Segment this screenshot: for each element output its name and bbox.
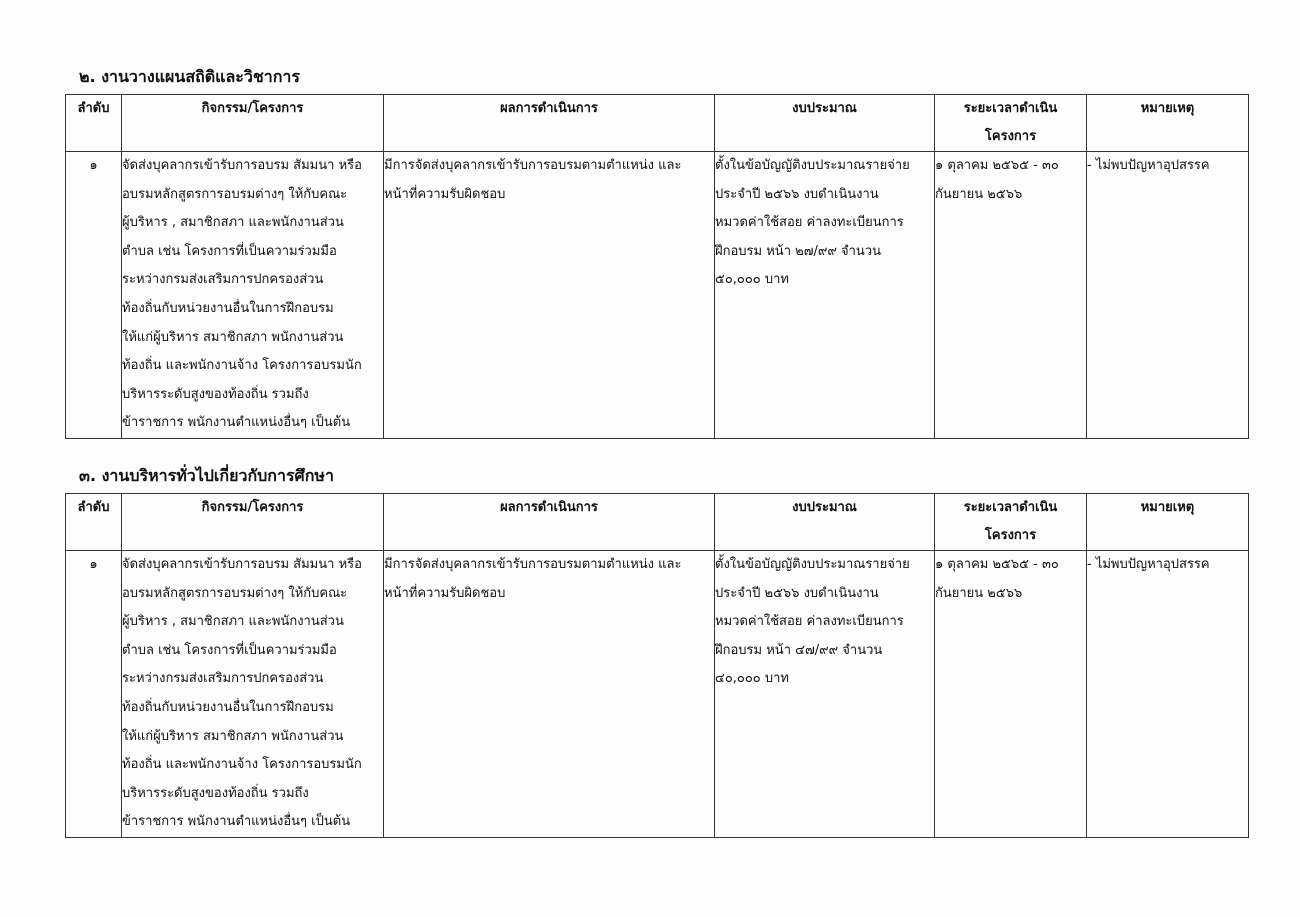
cell-budget bbox=[715, 152, 935, 439]
header-note: หมายเหตุ bbox=[1087, 494, 1249, 551]
cell-line: ข้าราชการ พนักงานตำแหน่งอื่นๆ เป็นต้น bbox=[122, 415, 351, 431]
cell-line: ให้แก่ผู้บริหาร สมาชิกสภา พนักงานส่วน bbox=[122, 728, 344, 744]
cell-line: ๕๐,๐๐๐ บาท bbox=[715, 272, 789, 288]
cell-line: ท้องถิ่น และพนักงานจ้าง โครงการอบรมนัก bbox=[122, 757, 362, 773]
header-no: ลำดับ bbox=[66, 95, 122, 152]
header-activity: กิจกรรม/โครงการ bbox=[122, 494, 384, 551]
activity-table bbox=[65, 94, 1249, 439]
header-activity: กิจกรรม/โครงการ bbox=[122, 95, 384, 152]
cell-period bbox=[935, 551, 1087, 838]
cell-line: ท้องถิ่นกับหน่วยงานอื่นในการฝึกอบรม bbox=[122, 300, 334, 316]
cell-no: ๑ bbox=[66, 551, 122, 838]
cell-line: ให้แก่ผู้บริหาร สมาชิกสภา พนักงานส่วน bbox=[122, 329, 344, 345]
table-row bbox=[66, 152, 1249, 439]
cell-line: จัดส่งบุคลากรเข้ารับการอบรม สัมมนา หรือ bbox=[122, 557, 362, 572]
activity-table bbox=[65, 493, 1249, 838]
cell-line: หน้าที่ความรับผิดชอบ bbox=[384, 186, 506, 202]
cell-no: ๑ bbox=[66, 152, 122, 439]
cell-line: ตั้งในข้อบัญญัติงบประมาณรายจ่าย bbox=[715, 158, 910, 173]
cell-line: ฝึกอบรม หน้า ๔๗/๙๙ จำนวน bbox=[715, 642, 883, 658]
cell-line: หมวดค่าใช้สอย ค่าลงทะเบียนการ bbox=[715, 215, 904, 231]
cell-line: ข้าราชการ พนักงานตำแหน่งอื่นๆ เป็นต้น bbox=[122, 814, 351, 830]
header-result: ผลการดำเนินการ bbox=[384, 95, 715, 152]
header-period-line: โครงการ bbox=[984, 528, 1037, 543]
cell-line: จัดส่งบุคลากรเข้ารับการอบรม สัมมนา หรือ bbox=[122, 158, 362, 173]
header-period-line: โครงการ bbox=[984, 129, 1037, 144]
section-title: ๓. งานบริหารทั่วไปเกี่ยวกับการศึกษา bbox=[79, 466, 334, 485]
cell-line: ตั้งในข้อบัญญัติงบประมาณรายจ่าย bbox=[715, 557, 910, 572]
header-period-line: ระยะเวลาดำเนิน bbox=[963, 500, 1058, 515]
section-planning bbox=[65, 66, 1248, 439]
cell-period bbox=[935, 152, 1087, 439]
header-period bbox=[935, 95, 1087, 152]
cell-result bbox=[384, 152, 715, 439]
header-period-line: ระยะเวลาดำเนิน bbox=[963, 101, 1058, 116]
cell-line: มีการจัดส่งบุคลากรเข้ารับการอบรมตามตำแหน่ง และ bbox=[384, 158, 682, 173]
cell-line: ๔๐,๐๐๐ บาท bbox=[715, 671, 789, 687]
cell-line: ๑ ตุลาคม ๒๕๖๕ - ๓๐ bbox=[935, 158, 1059, 173]
cell-line: - ไม่พบปัญหาอุปสรรค bbox=[1087, 557, 1210, 572]
cell-line: อบรมหลักสูตรการอบรมต่างๆ ให้กับคณะ bbox=[122, 585, 348, 601]
cell-line: ท้องถิ่นกับหน่วยงานอื่นในการฝึกอบรม bbox=[122, 699, 334, 715]
cell-line: มีการจัดส่งบุคลากรเข้ารับการอบรมตามตำแหน่ง และ bbox=[384, 557, 682, 572]
cell-line: อบรมหลักสูตรการอบรมต่างๆ ให้กับคณะ bbox=[122, 186, 348, 202]
cell-line: หน้าที่ความรับผิดชอบ bbox=[384, 585, 506, 601]
cell-line: - ไม่พบปัญหาอุปสรรค bbox=[1087, 158, 1210, 173]
cell-line: ฝึกอบรม หน้า ๒๗/๙๙ จำนวน bbox=[715, 243, 882, 259]
cell-line: ระหว่างกรมส่งเสริมการปกครองส่วน bbox=[122, 671, 324, 687]
cell-line: ๑ ตุลาคม ๒๕๖๕ - ๓๐ bbox=[935, 557, 1059, 572]
cell-line: ผู้บริหาร , สมาชิกสภา และพนักงานส่วน bbox=[122, 215, 344, 231]
cell-line: กันยายน ๒๕๖๖ bbox=[935, 186, 1023, 202]
section-education bbox=[65, 465, 1248, 838]
header-result: ผลการดำเนินการ bbox=[384, 494, 715, 551]
cell-line: ตำบล เช่น โครงการที่เป็นความร่วมมือ bbox=[122, 243, 337, 259]
cell-note bbox=[1087, 152, 1249, 439]
cell-activity bbox=[122, 551, 384, 838]
cell-note bbox=[1087, 551, 1249, 838]
cell-line: ตำบล เช่น โครงการที่เป็นความร่วมมือ bbox=[122, 642, 337, 658]
header-budget: งบประมาณ bbox=[715, 95, 935, 152]
header-period bbox=[935, 494, 1087, 551]
cell-line: บริหารระดับสูงของท้องถิ่น รวมถึง bbox=[122, 386, 309, 402]
table-header-row bbox=[66, 494, 1249, 551]
cell-result bbox=[384, 551, 715, 838]
section-title: ๒. งานวางแผนสถิติและวิชาการ bbox=[79, 67, 300, 86]
cell-line: ระหว่างกรมส่งเสริมการปกครองส่วน bbox=[122, 272, 324, 288]
cell-line: บริหารระดับสูงของท้องถิ่น รวมถึง bbox=[122, 785, 309, 801]
table-header-row bbox=[66, 95, 1249, 152]
cell-budget bbox=[715, 551, 935, 838]
cell-line: ท้องถิ่น และพนักงานจ้าง โครงการอบรมนัก bbox=[122, 358, 362, 374]
table-row bbox=[66, 551, 1249, 838]
cell-activity bbox=[122, 152, 384, 439]
cell-line: ประจำปี ๒๕๖๖ งบดำเนินงาน bbox=[715, 186, 879, 202]
cell-line: ประจำปี ๒๕๖๖ งบดำเนินงาน bbox=[715, 585, 879, 601]
header-budget: งบประมาณ bbox=[715, 494, 935, 551]
cell-line: หมวดค่าใช้สอย ค่าลงทะเบียนการ bbox=[715, 614, 904, 630]
header-no: ลำดับ bbox=[66, 494, 122, 551]
cell-line: กันยายน ๒๕๖๖ bbox=[935, 585, 1023, 601]
cell-line: ผู้บริหาร , สมาชิกสภา และพนักงานส่วน bbox=[122, 614, 344, 630]
header-note: หมายเหตุ bbox=[1087, 95, 1249, 152]
